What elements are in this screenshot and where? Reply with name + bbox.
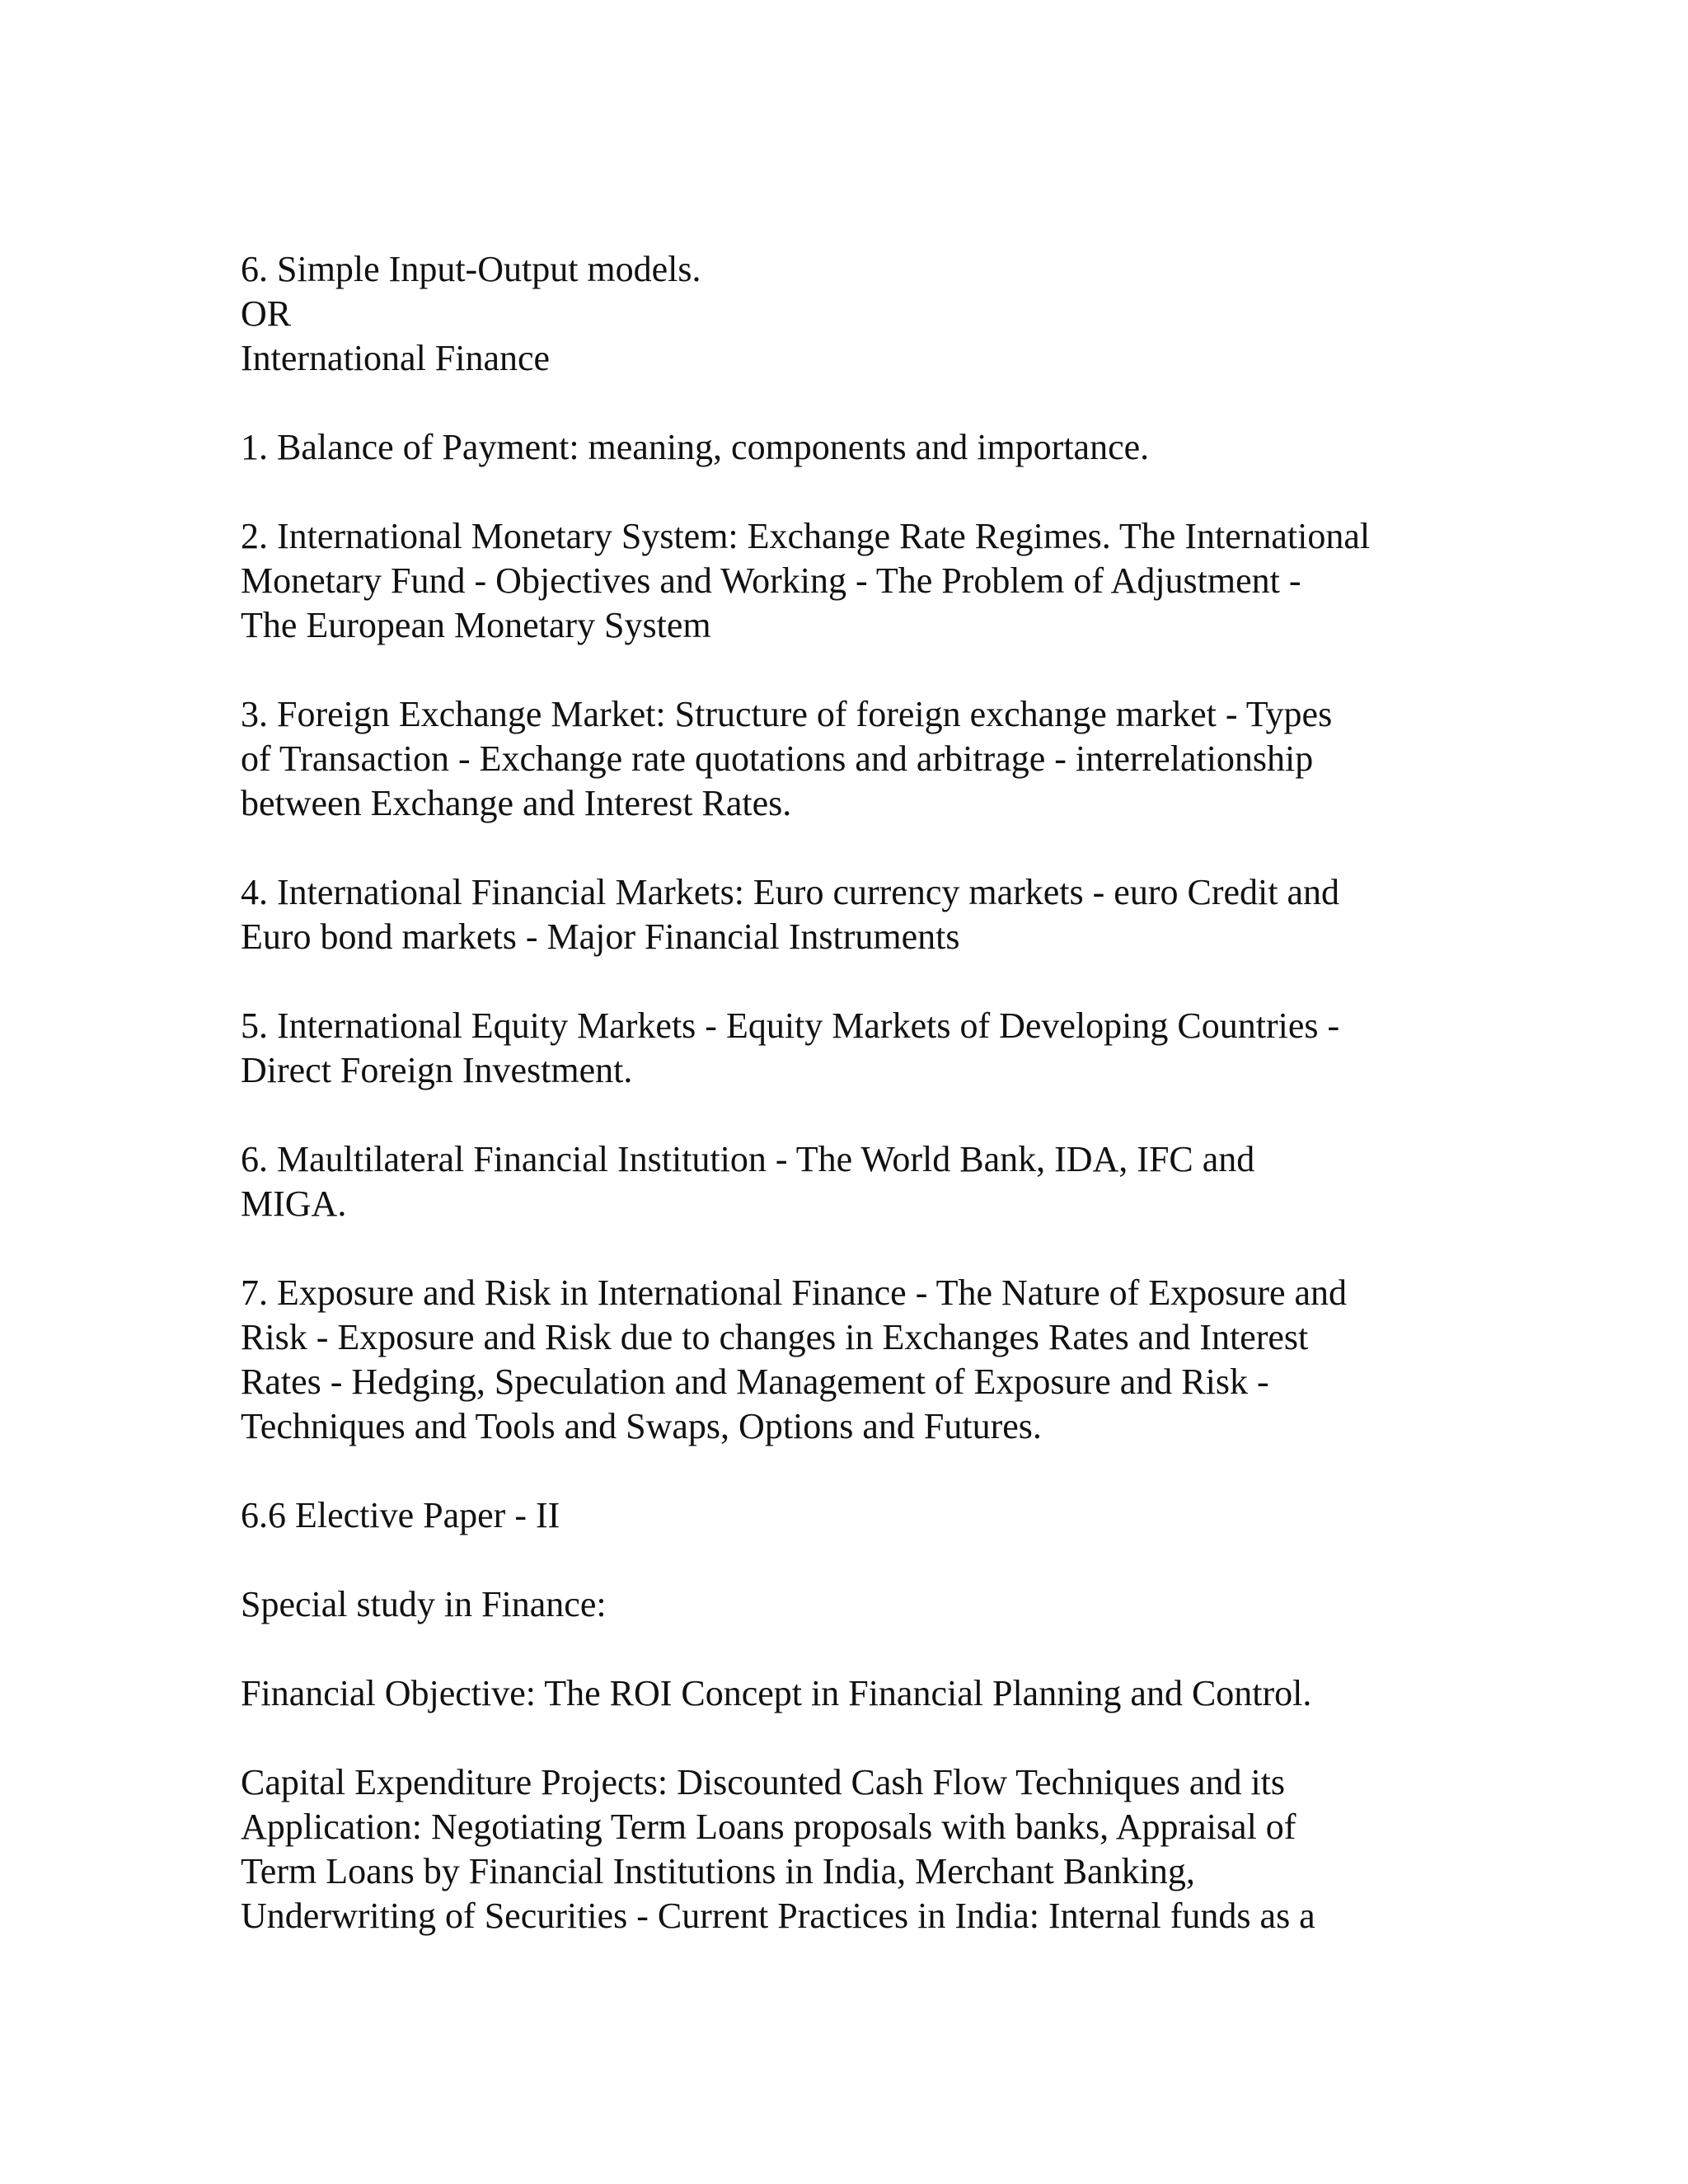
spacer	[241, 1226, 1477, 1271]
topic-line: Monetary Fund - Objectives and Working - The Problem of Adjustment -	[241, 560, 1301, 601]
elective-paper-heading: 6.6 Elective Paper - II	[241, 1495, 560, 1535]
topic-line: 2. International Monetary System: Exchange Rate Regimes. The International	[241, 516, 1371, 556]
spacer	[241, 470, 1477, 514]
topic-line: between Exchange and Interest Rates.	[241, 783, 792, 823]
topic-line: 6. Maultilateral Financial Institution - The World Bank, IDA, IFC and	[241, 1139, 1255, 1179]
or-separator: OR	[241, 293, 292, 334]
spacer	[241, 1093, 1477, 1137]
section-title-international-finance: International Finance	[241, 338, 551, 378]
spacer	[241, 648, 1477, 692]
spacer	[241, 1716, 1477, 1760]
spacer	[241, 826, 1477, 870]
topic-line: 5. International Equity Markets - Equity Markets of Developing Countries -	[241, 1005, 1340, 1046]
topic-line: Euro bond markets - Major Financial Instruments	[241, 916, 960, 957]
topic-balance-of-payment	[241, 425, 1477, 470]
topic-line: 4. International Financial Markets: Euro currency markets - euro Credit and	[241, 872, 1339, 912]
topic-line: The European Monetary System	[241, 605, 711, 645]
spacer	[241, 959, 1477, 1004]
spacer	[241, 1538, 1477, 1582]
topic-foreign-exchange-market	[241, 692, 1477, 826]
topic-line: 3. Foreign Exchange Market: Structure of foreign exchange market - Types	[241, 694, 1333, 734]
capital-expenditure-paragraph	[241, 1760, 1477, 1938]
topic-line: of Transaction - Exchange rate quotations and arbitrage - interrelationship	[241, 738, 1314, 779]
topic-line: Rates - Hedging, Speculation and Management of Exposure and Risk -	[241, 1361, 1269, 1402]
topic-line: Risk - Exposure and Risk due to changes in Exchanges Rates and Interest	[241, 1317, 1309, 1357]
topic-line: Techniques and Tools and Swaps, Options and Futures.	[241, 1406, 1042, 1446]
topic-line: 7. Exposure and Risk in International Finance - The Nature of Exposure and	[241, 1272, 1348, 1313]
topic-line: 1. Balance of Payment: meaning, components and importance.	[241, 427, 1150, 467]
spacer	[241, 381, 1477, 425]
paragraph-line: Term Loans by Financial Institutions in India, Merchant Banking,	[241, 1851, 1195, 1891]
topic-line: MIGA.	[241, 1183, 347, 1224]
paragraph-line: Application: Negotiating Term Loans proposals with banks, Appraisal of	[241, 1807, 1296, 1847]
spacer	[241, 1627, 1477, 1671]
syllabus-item-simple-input-output: 6. Simple Input-Output models.	[241, 249, 701, 289]
paragraph-line: Capital Expenditure Projects: Discounted Cash Flow Techniques and its	[241, 1762, 1286, 1802]
spacer	[241, 1449, 1477, 1493]
topic-line: Direct Foreign Investment.	[241, 1050, 633, 1090]
paragraph-line: Underwriting of Securities - Current Practices in India: Internal funds as a	[241, 1896, 1315, 1936]
financial-objective-paragraph: Financial Objective: The ROI Concept in Financial Planning and Control.	[241, 1673, 1312, 1713]
document-page	[241, 247, 1477, 1938]
topic-international-equity-markets	[241, 1004, 1477, 1093]
special-study-heading: Special study in Finance:	[241, 1584, 607, 1624]
topic-international-financial-markets	[241, 870, 1477, 959]
topic-multilateral-financial-institution	[241, 1137, 1477, 1226]
topic-international-monetary-system	[241, 514, 1477, 648]
topic-exposure-and-risk	[241, 1271, 1477, 1449]
